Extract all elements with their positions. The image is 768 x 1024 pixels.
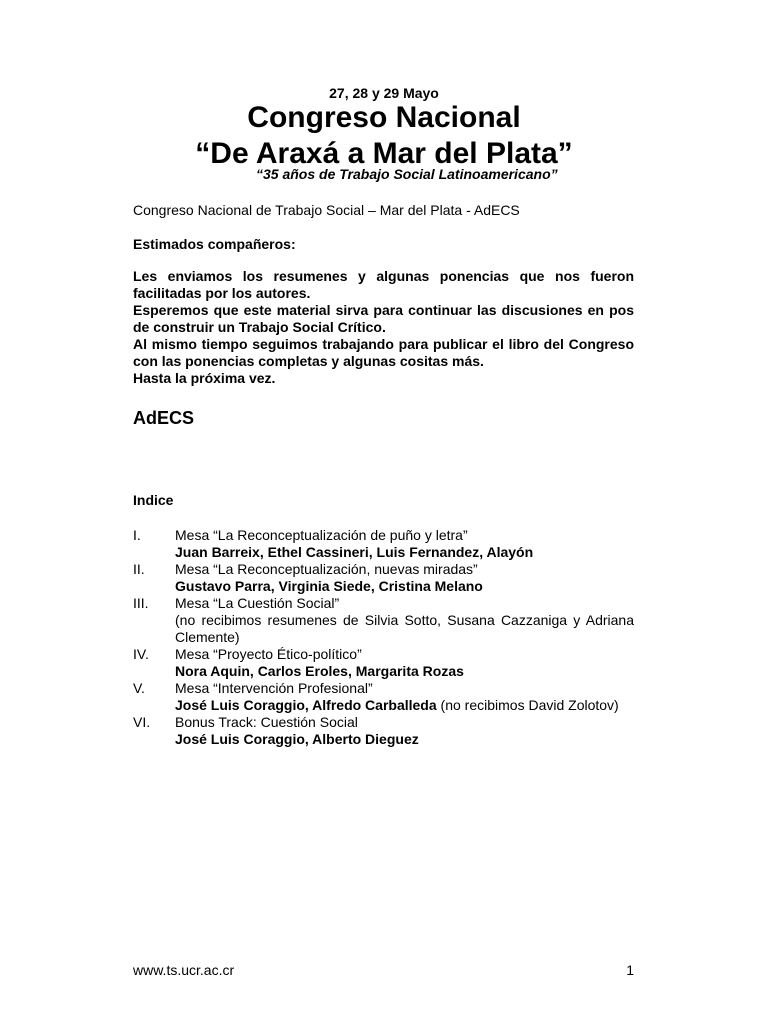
letter-paragraph-4: Hasta la próxima vez. — [133, 370, 276, 386]
index-item-authors-line — [175, 697, 634, 714]
index-item-authors: José Luis Coraggio, Alberto Dieguez — [175, 731, 419, 747]
page-number: 1 — [626, 962, 634, 978]
index-item — [133, 680, 634, 714]
index-item-number: II. — [133, 561, 145, 577]
index-item-content — [175, 527, 634, 561]
letter-body — [133, 268, 634, 387]
index-item-authors: Gustavo Parra, Virginia Siede, Cristina Melano — [175, 578, 483, 594]
index-list — [133, 527, 634, 748]
index-item-note: (no recibimos resumenes de Silvia Sotto, Susana Cazzaniga y Adriana Clemente) — [175, 612, 634, 645]
letter-paragraph-1: Les enviamos los resumenes y algunas ponencias que nos fueron facilitadas por los autores. — [133, 268, 634, 301]
index-item-content — [175, 680, 634, 714]
index-item-number: V. — [133, 680, 145, 696]
index-item-mesa: Mesa “Proyecto Ético-político” — [175, 646, 362, 662]
index-item-mesa: Mesa “La Cuestión Social” — [175, 595, 340, 611]
subtitle: “35 años de Trabajo Social Latinoamericano” — [256, 166, 558, 182]
index-item-number: VI. — [133, 714, 151, 730]
index-item-authors: Nora Aquin, Carlos Eroles, Margarita Rozas — [175, 663, 464, 679]
event-dates: 27, 28 y 29 Mayo — [329, 85, 439, 101]
index-item — [133, 646, 634, 680]
congress-line: Congreso Nacional de Trabajo Social – Mar del Plata - AdECS — [133, 202, 520, 218]
letter-paragraph-3: Al mismo tiempo seguimos trabajando para publicar el libro del Congreso con las ponencias completas y algunas cositas más. — [133, 336, 634, 369]
letter-paragraph-2: Esperemos que este material sirva para continuar las discusiones en pos de construir un Trabajo Social Crítico. — [133, 302, 634, 335]
index-item-content — [175, 595, 634, 646]
title-line-2: “De Araxá a Mar del Plata” — [195, 137, 573, 170]
index-item-number: IV. — [133, 646, 149, 662]
index-item-mesa: Mesa “La Reconceptualización, nuevas miradas” — [175, 561, 478, 577]
index-item-authors: Juan Barreix, Ethel Cassineri, Luis Fernandez, Alayón — [175, 544, 534, 560]
signature: AdECS — [133, 408, 195, 428]
greeting: Estimados compañeros: — [133, 236, 296, 252]
index-item — [133, 561, 634, 595]
index-item — [133, 527, 634, 561]
index-item-mesa: Mesa “Intervención Profesional” — [175, 680, 373, 696]
index-item — [133, 714, 634, 748]
footer-url: www.ts.ucr.ac.cr — [133, 962, 235, 978]
index-item-content — [175, 561, 634, 595]
index-item-mesa: Mesa “La Reconceptualización de puño y letra” — [175, 527, 468, 543]
index-item-content — [175, 714, 634, 748]
index-item-authors: José Luis Coraggio, Alfredo Carballeda — [175, 697, 437, 713]
index-item-number: I. — [133, 527, 141, 543]
title-line-1: Congreso Nacional — [247, 101, 521, 134]
index-item — [133, 595, 634, 646]
index-item-number: III. — [133, 595, 149, 611]
index-title: Indice — [133, 492, 174, 508]
index-item-mesa: Bonus Track: Cuestión Social — [175, 714, 358, 730]
index-item-authors-note: (no recibimos David Zolotov) — [436, 697, 619, 713]
index-item-content — [175, 646, 634, 680]
